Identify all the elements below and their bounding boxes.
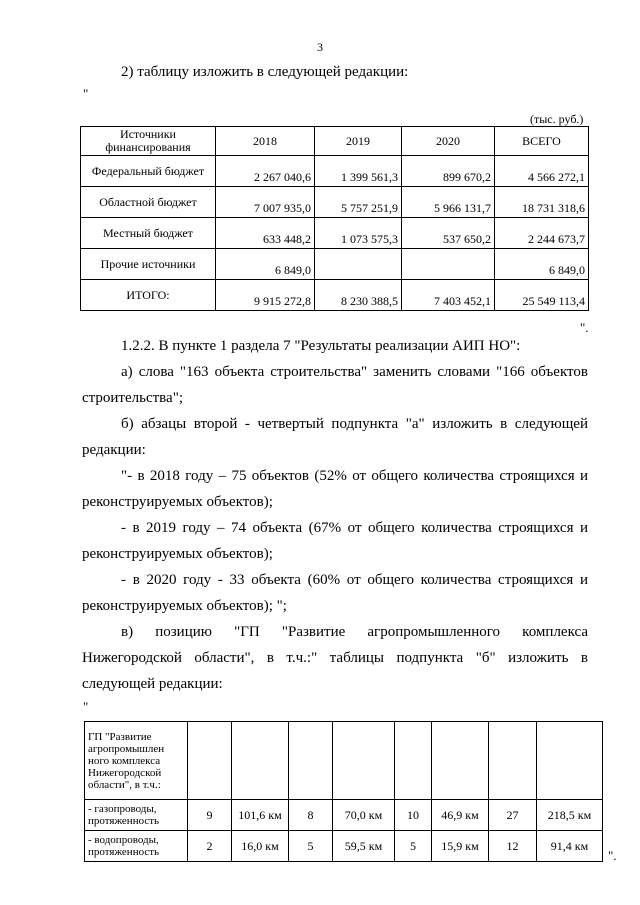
table-cell: 27 <box>489 800 537 831</box>
row-label: Областной бюджет <box>81 187 216 218</box>
table-cell: 1 399 561,3 <box>315 156 402 187</box>
row-label: Прочие источники <box>81 249 216 280</box>
table-cell: 10 <box>395 800 432 831</box>
table-cell: 8 <box>289 800 333 831</box>
table-row <box>81 156 589 187</box>
table-cell: 46,9 км <box>432 800 489 831</box>
row-label: Местный бюджет <box>81 218 216 249</box>
paragraph-line: б) абзацы второй - четвертый подпункта "а" изложить в следующей <box>121 416 588 432</box>
table-cell: 16,0 км <box>232 831 289 862</box>
row-label: ГП "Развитие агропромышлен ного комплекса Нижегородской области", в т.ч.: <box>85 722 188 800</box>
table-cell <box>188 722 232 800</box>
table-cell: 1 073 575,3 <box>315 218 402 249</box>
close-quote: ". <box>580 320 589 335</box>
paragraph-line: реконструируемых объектов); <box>82 546 273 562</box>
paragraph-line: редакции: <box>82 442 146 458</box>
paragraph-line: а) слова "163 объекта строительства" заменить словами "166 объектов <box>121 364 588 380</box>
table-cell <box>402 249 495 280</box>
table-row <box>81 218 589 249</box>
table-cell: 18 731 318,6 <box>495 187 589 218</box>
close-quote: ". <box>608 848 617 863</box>
paragraph-line: - в 2019 году – 74 объекта (67% от общего количества строящихся и <box>121 520 588 536</box>
header-cell: ВСЕГО <box>495 127 589 156</box>
page-number: 3 <box>317 40 323 54</box>
table-cell: 70,0 км <box>333 800 395 831</box>
open-quote: " <box>83 86 89 101</box>
paragraph-line: строительства"; <box>82 390 184 406</box>
paragraph-line: Нижегородской области", в т.ч.:" таблицы подпункта "б" изложить в <box>82 650 588 666</box>
unit-note: (тыс. руб.) <box>530 112 584 126</box>
row-label: - водопроводы, протяженность <box>85 831 188 862</box>
table-header-row <box>81 127 589 156</box>
table-cell: 25 549 113,4 <box>495 280 589 311</box>
table-cell: 12 <box>489 831 537 862</box>
table-cell <box>315 249 402 280</box>
open-quote: " <box>83 699 89 714</box>
table-cell: 5 757 251,9 <box>315 187 402 218</box>
table-cell: 8 230 388,5 <box>315 280 402 311</box>
table-row <box>81 280 589 311</box>
table-cell: 7 403 452,1 <box>402 280 495 311</box>
table-cell <box>432 722 489 800</box>
table-cell: 6 849,0 <box>216 249 315 280</box>
table-row <box>85 800 603 831</box>
paragraph-line: - в 2020 году - 33 объекта (60% от общего количества строящихся и <box>121 572 588 588</box>
table-cell: 2 244 673,7 <box>495 218 589 249</box>
row-label: - газопроводы, протяженность <box>85 800 188 831</box>
paragraph-line: 1.2.2. В пункте 1 раздела 7 "Результаты реализации АИП НО": <box>121 338 521 354</box>
table-cell: 633 448,2 <box>216 218 315 249</box>
table-cell: 899 670,2 <box>402 156 495 187</box>
table-cell: 6 849,0 <box>495 249 589 280</box>
row-label: Федеральный бюджет <box>81 156 216 187</box>
row-label: ИТОГО: <box>81 280 216 311</box>
table-row <box>81 249 589 280</box>
table-cell: 91,4 км <box>537 831 603 862</box>
table-cell: 5 <box>395 831 432 862</box>
table-cell: 5 <box>289 831 333 862</box>
header-cell: Источники финансирования <box>81 127 216 156</box>
table-cell: 4 566 272,1 <box>495 156 589 187</box>
paragraph-line: "- в 2018 году – 75 объектов (52% от общего количества строящихся и <box>121 468 588 484</box>
table-row <box>81 187 589 218</box>
intro-line: 2) таблицу изложить в следующей редакции: <box>121 64 409 80</box>
table-cell <box>537 722 603 800</box>
program-table <box>84 721 603 862</box>
table-cell: 15,9 км <box>432 831 489 862</box>
table-row <box>85 722 603 800</box>
table-cell: 537 650,2 <box>402 218 495 249</box>
table-cell: 9 <box>188 800 232 831</box>
table-cell: 5 966 131,7 <box>402 187 495 218</box>
paragraph-line: реконструируемых объектов); "; <box>82 598 287 614</box>
paragraph-line: в) позицию "ГП "Развитие агропромышленного комплекса <box>121 624 588 640</box>
paragraph-line: следующей редакции: <box>82 676 223 692</box>
table-cell <box>289 722 333 800</box>
table-cell <box>333 722 395 800</box>
table-cell <box>395 722 432 800</box>
table-cell <box>489 722 537 800</box>
table-cell: 101,6 км <box>232 800 289 831</box>
table-cell: 2 267 040,6 <box>216 156 315 187</box>
table-cell: 2 <box>188 831 232 862</box>
table-cell: 59,5 км <box>333 831 395 862</box>
table-row <box>85 831 603 862</box>
table-cell: 218,5 км <box>537 800 603 831</box>
header-cell: 2020 <box>402 127 495 156</box>
table-cell: 7 007 935,0 <box>216 187 315 218</box>
financing-table <box>80 126 589 311</box>
table-cell: 9 915 272,8 <box>216 280 315 311</box>
header-cell: 2019 <box>315 127 402 156</box>
header-cell: 2018 <box>216 127 315 156</box>
table-cell <box>232 722 289 800</box>
paragraph-line: реконструируемых объектов); <box>82 494 273 510</box>
